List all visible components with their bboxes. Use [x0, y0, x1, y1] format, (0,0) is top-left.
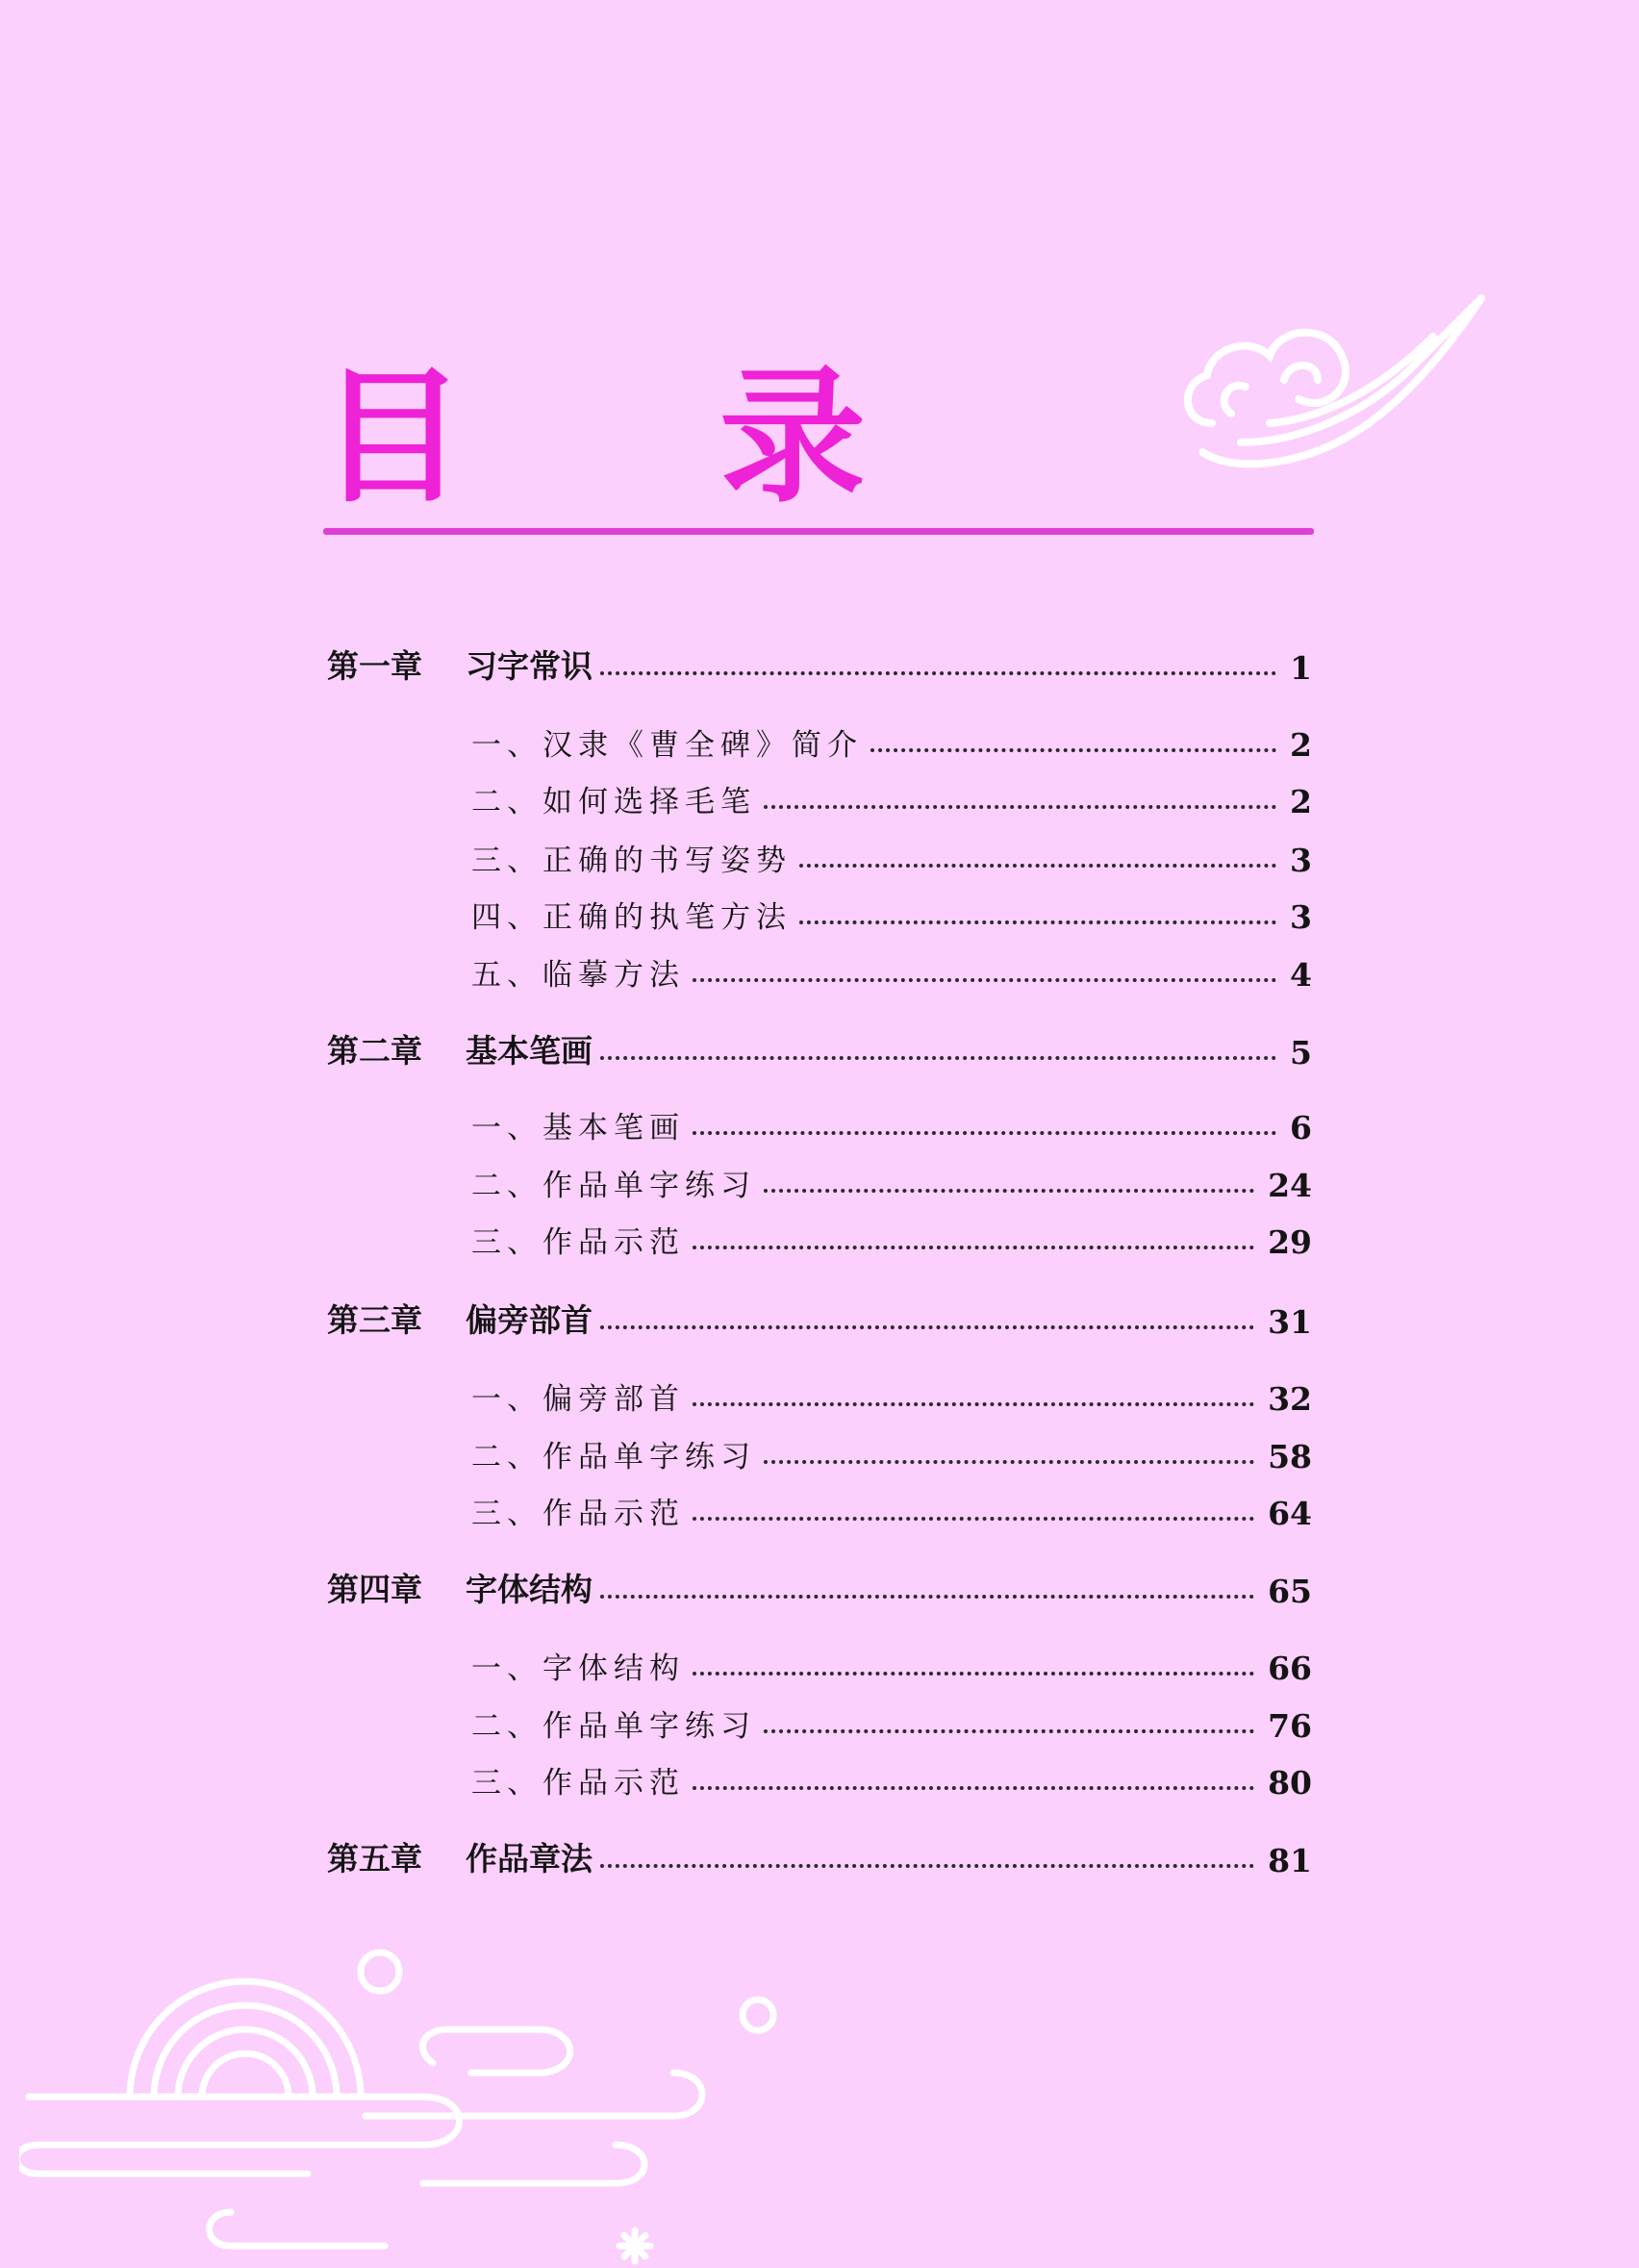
page-number: 31	[1268, 1303, 1312, 1341]
chapter-number: 第四章	[327, 1571, 422, 1608]
chapter-title: 习字常识	[466, 647, 593, 685]
section-title: 一、汉隶《曹全碑》简介	[471, 728, 863, 763]
page-number: 76	[1268, 1707, 1312, 1745]
chapter-title: 字体结构	[466, 1571, 593, 1608]
section-title: 一、偏旁部首	[471, 1382, 685, 1417]
chapter-number: 第五章	[327, 1840, 422, 1877]
dot-leader	[799, 860, 1276, 868]
page-number: 24	[1268, 1167, 1312, 1204]
page-number: 3	[1290, 842, 1312, 879]
section-title: 一、基本笔画	[471, 1111, 685, 1146]
page-number: 66	[1268, 1650, 1312, 1687]
toc-section-row	[0, 1480, 1639, 1538]
section-title: 二、作品单字练习	[471, 1440, 756, 1474]
section-title: 五、临摹方法	[471, 958, 685, 993]
section-title: 四、正确的执笔方法	[471, 900, 792, 935]
chapter-title: 偏旁部首	[466, 1301, 593, 1339]
toc-chapter-row	[0, 635, 1639, 693]
toc-section-row	[0, 1750, 1639, 1807]
section-title: 二、如何选择毛笔	[471, 785, 756, 819]
dot-leader	[870, 744, 1276, 752]
toc-section-row	[0, 1095, 1639, 1152]
toc-chapter-row	[0, 1289, 1639, 1347]
dot-leader	[693, 1782, 1254, 1790]
chapter-number: 第一章	[327, 647, 422, 685]
toc-section-row	[0, 1635, 1639, 1693]
chapter-title: 作品章法	[466, 1840, 593, 1877]
page-number: 3	[1290, 898, 1312, 936]
dot-leader	[600, 1860, 1254, 1868]
page-number: 6	[1290, 1109, 1312, 1147]
page-number: 5	[1290, 1034, 1312, 1071]
section-title: 二、作品单字练习	[471, 1709, 756, 1744]
toc-section-row	[0, 1693, 1639, 1751]
toc-section-row	[0, 769, 1639, 826]
page-number: 1	[1290, 649, 1312, 687]
page-number: 2	[1290, 726, 1312, 764]
toc-chapter-row	[0, 1558, 1639, 1616]
page-number: 29	[1268, 1223, 1312, 1261]
toc-chapter-row	[0, 1020, 1639, 1077]
page-number: 81	[1268, 1842, 1312, 1879]
toc-section-row	[0, 1366, 1639, 1424]
dot-leader	[764, 1456, 1254, 1464]
page-number: 65	[1268, 1573, 1312, 1610]
page-number: 58	[1268, 1438, 1312, 1475]
dot-leader	[764, 801, 1276, 809]
section-title: 一、字体结构	[471, 1651, 685, 1686]
section-title: 二、作品单字练习	[471, 1169, 756, 1203]
dot-leader	[764, 1185, 1254, 1193]
dot-leader	[799, 917, 1276, 924]
section-title: 三、作品示范	[471, 1225, 685, 1260]
section-title: 三、作品示范	[471, 1766, 685, 1801]
dot-leader	[600, 1052, 1276, 1060]
section-title: 三、正确的书写姿势	[471, 844, 792, 878]
toc-section-row	[0, 942, 1639, 999]
toc-chapter-row	[0, 1827, 1639, 1885]
dot-leader	[693, 1127, 1276, 1135]
dot-leader	[600, 668, 1276, 675]
dot-leader	[693, 1399, 1254, 1406]
page-number: 2	[1290, 783, 1312, 820]
dot-leader	[600, 1591, 1254, 1599]
toc-section-row	[0, 1209, 1639, 1267]
toc-section-row	[0, 827, 1639, 885]
page-number: 32	[1268, 1380, 1312, 1418]
dot-leader	[693, 1513, 1254, 1521]
cloud-decoration-bottom	[19, 1933, 789, 2268]
chapter-number: 第二章	[327, 1032, 422, 1070]
toc-section-row	[0, 1424, 1639, 1481]
dot-leader	[600, 1322, 1254, 1329]
page-title: 目 录	[319, 350, 920, 522]
section-title: 三、作品示范	[471, 1497, 685, 1531]
dot-leader	[764, 1726, 1254, 1733]
dot-leader	[693, 974, 1276, 982]
dot-leader	[693, 1668, 1254, 1676]
chapter-title: 基本笔画	[466, 1032, 593, 1070]
chapter-number: 第三章	[327, 1301, 422, 1339]
toc-section-row	[0, 1152, 1639, 1210]
page-number: 80	[1268, 1764, 1312, 1802]
toc-section-row	[0, 712, 1639, 769]
cloud-decoration-top	[1173, 279, 1491, 491]
page-number: 4	[1290, 956, 1312, 994]
page-number: 64	[1268, 1495, 1312, 1532]
dot-leader	[693, 1242, 1254, 1249]
toc-section-row	[0, 884, 1639, 942]
title-divider	[323, 528, 1314, 535]
